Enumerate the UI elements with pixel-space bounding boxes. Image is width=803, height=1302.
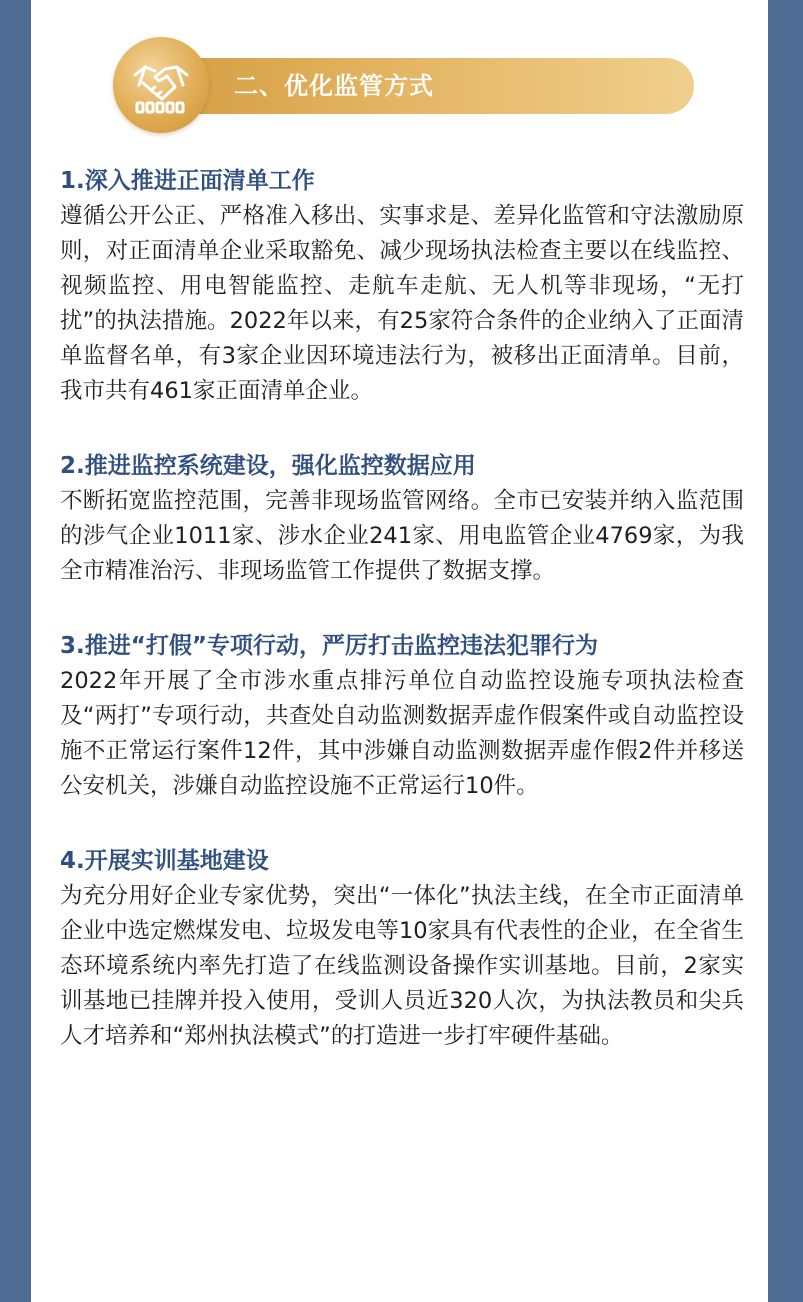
section-heading: 4.开展实训基地建设 <box>60 848 269 874</box>
section-body: 为充分用好企业专家优势，突出“一体化”执法主线，在全市正面清单企业中选定燃煤发电、垃圾发电等10家具有代表性的企业，在全省生态环境系统内率先打造了在线监测设备操作实训基地。目前，2家实训基地已挂牌并投入使用，受训人员近320人次，为执法教员和尖兵人才培养和“郑州执法模式”的打造进一步打牢硬件基础。 <box>60 883 744 1049</box>
section-heading: 3.推进“打假”专项行动，严厉打击监控违法犯罪行为 <box>60 633 598 659</box>
section-1 <box>60 164 744 409</box>
section-body: 不断拓宽监控范围，完善非现场监管网络。全市已安装并纳入监范围的涉气企业1011家、涉水企业241家、用电监管企业4769家，为我全市精准治污、非现场监管工作提供了数据支撑。 <box>60 488 744 584</box>
section-3 <box>60 629 744 804</box>
section-heading: 1.深入推进正面清单工作 <box>60 168 315 194</box>
section-body: 遵循公开公正、严格准入移出、实事求是、差异化监管和守法激励原则，对正面清单企业采取豁免、减少现场执法检查主要以在线监控、视频监控、用电智能监控、走航车走航、无人机等非现场，“无打扰”的执法措施。2022年以来，有25家符合条件的企业纳入了正面清单监督名单，有3家企业因环境违法行为，被移出正面清单。目前，我市共有461家正面清单企业。 <box>60 203 744 404</box>
section-4 <box>60 844 744 1054</box>
section-heading: 2.推进监控系统建设，强化监控数据应用 <box>60 453 476 479</box>
section-2 <box>60 449 744 589</box>
banner-badge <box>113 37 209 133</box>
handshake-icon <box>131 57 191 115</box>
banner-title: 二、优化监管方式 <box>234 72 434 100</box>
section-body: 2022年开展了全市涉水重点排污单位自动监控设施专项执法检查及“两打”专项行动，共查处自动监测数据弄虚作假案件或自动监控设施不正常运行案件12件，其中涉嫌自动监测数据弄虚作假2件并移送公安机关，涉嫌自动监控设施不正常运行10件。 <box>60 668 744 799</box>
article-content <box>60 164 744 1094</box>
